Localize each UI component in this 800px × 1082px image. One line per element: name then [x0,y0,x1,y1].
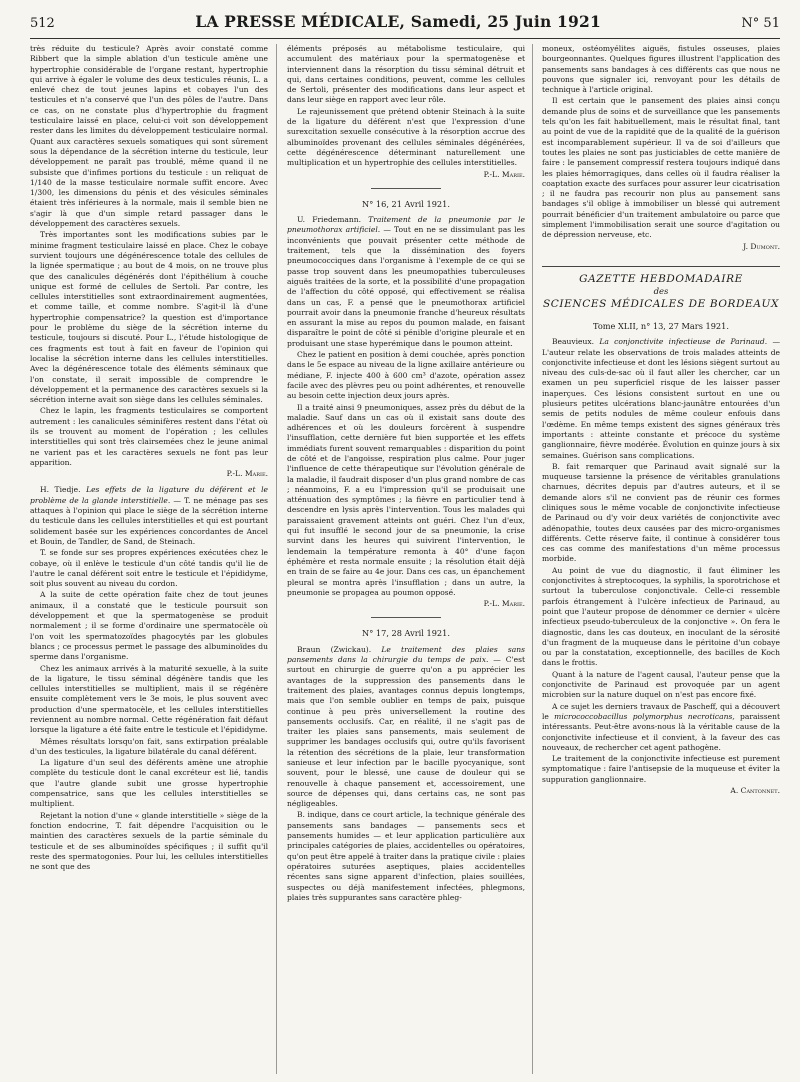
paragraph: très réduite du testicule? Après avoir constaté comme Ribbert que la simple ablation d'un testicule amène une hypertrophie considérable de l'organe restant, hypertrophie qui arrive à égaler le volume des deux testicules réunis, L. a enlevé chez de tout jeunes lapins et cobayes l'un des testicules et n'a conservé que l'un des pôles de l'autre. Dans ce cas, on ne constate plus d'hypertrophie du fragment testiculaire laissé en place, celui-ci voit son développement rester dans les limites du développement testiculaire normal. Quant aux caractères sexuels somatiques qui sont sûrement sous la dépendance de la sécrétion interne du testicule, leur développement ne paraît pas troublé, même quand il ne subsiste que d'infimes portions du testicule : un reliquat de 1/140 de la masse testiculaire normale suffit encore. Avec 1/300, les dimensions du pénis et des vésicules séminales étaient très inférieures à la normale, mais il semble bien ne s'agir là que d'un simple retard passager dans le développement des caractères sexuels. [30,44,268,229]
author-signature: J. Dumont. [743,241,780,251]
paragraph: B. fait remarquer que Parinaud avait signalé sur la muqueuse tarsienne la présence de véritables granulations charnues, décrites depuis par d'autres auteurs, et il se demande alors s'il ne convient pas de réunir ces formes cliniques sous le même vocable de conjonctivite infectieuse de Parinaud ou d'y voir deux variétés de conjonctivite avec adénopathie, toutes deux causées par des micro-organismes différents. Cette réserve faite, il continue à considérer tous ces cas comme des manifestations d'un même processus morbide. [542,461,780,564]
paragraph: Il est certain que le pansement des plaies ainsi conçu demande plus de soins et de surveillance que les pansements tels qu'on les fait habituellement, mais le résultat final, tant au point de vue de la rapidité que de la qualité de la guérison est incomparablement supérieur. Il va de soi d'ailleurs que toutes les plaies ne sont pas justiciables de cette manière de faire : le pansement compressif restera toujours indiqué dans les plaies hémorragiques, dans celles où il faudra réaliser la coaptation exacte des surfaces pour assurer leur cicatrisation ; il ne faudra pas recourir non plus au pansement sans bandages s'il oblige à immobiliser un blessé qui autrement pourrait bénéficier d'un traitement ambulatoire ou parce que simplement l'immobilisation serait une source d'agitation ou de dépression nerveuse, etc. [542,96,780,240]
column-1 [30,44,268,1074]
issue-number: N° 51 [741,16,780,31]
article-entry [30,485,268,547]
paragraph: Mêmes résultats lorsqu'on fait, sans extirpation préalable d'un des testicules, la ligature bilatérale du canal déférent. [30,736,268,756]
page-header [30,12,780,39]
column-divider [276,44,277,1074]
author-signature: A. Cantonnet. [730,786,780,795]
article-author: Beauvieux. [552,337,595,347]
paragraph: Il a traité ainsi 9 pneumoniques, assez près du début de la maladie. Sauf dans un cas où il existait sans doute des adhérences et où les douleurs forcèrent à suspendre l'insufflation, cette dernière fut bien supportée et les effets immédiats furent souvent remarquables : disparition du point de côté et de l'angoisse, respiration plus calme. Pour juger l'influence de cette thérapeutique sur l'évolution générale de la maladie, il faudrait disposer d'un plus grand nombre de cas ; néanmoins, F. a eu l'impression qu'il se produisait une atténuation des symptômes ; la fièvre en particulier tend à descendre en lysis après l'intervention. Tous les malades qui paraissaient gravement atteints ont guéri. Chez l'un d'eux, qui fut insufflé le second jour de sa pneumonie, la crise survint dans les heures qui suivirent l'intervention, le lendemain la température remonta à 40° d'une façon éphémère et resta normale ensuite ; la résolution était déjà en train de se faire au 4e jour. Dans ces cas, un épanchement pleural se montra après l'insufflation ; dans un autre, la pneumonie se propagea au poumon opposé. [287,402,525,597]
paragraph: La ligature d'un seul des déférents amène une atrophie complète du testicule dont le canal excréteur est lié, tandis que l'autre glande subit une grosse hypertrophie compensatrice, sans que les cellules interstitielles se multiplient. [30,758,268,809]
article-title: La conjonctivite infectieuse de Parinaud. [599,337,768,347]
author-signature: P.-L. Marie. [226,469,268,479]
section-divider [371,617,441,618]
article-body: — Tout en ne se dissimulant pas les inconvénients que pouvait présenter cette méthode de traitement, tels que la dissémination des foyers pneumococciques dans l'organisme à l'exemple de ce qui se passe trop souvent dans les pneumopathies tuberculeuses aiguës traitées de la sorte, et la possibilité d'une propagation de l'affection du côté opposé, qui effectivement se réalisa dans un cas, F. a pensé que le pneumothorax artificiel pourrait avoir dans la pneumonie franche d'heureux résultats en assurant la mise au repos du poumon malade, en faisant disparaître le point de côté si pénible d'origine pleurale et en produisant une stase hyperémique dans le poumon atteint. [287,225,525,348]
paragraph: Chez les animaux arrivés à la maturité sexuelle, à la suite de la ligature, le tissu séminal dégénère tandis que les cellules interstitielles se multiplient, mais il se régénère ensuite complètement vers le 3e mois, le plus souvent avec production d'une spermatocèle, et les cellules interstitielles reviennent au nombre normal. Cette régénération fait défaut lorsque la ligature a été faite entre le testicule et l'épididyme. [30,663,268,735]
paragraph: T. se fonde sur ses propres expériences exécutées chez le cobaye, où il enlève le testicule d'un côté tandis qu'il lie de l'autre le canal déférent soit entre le testicule et l'épididyme, soit plus souvent au niveau du cordon. [30,548,268,589]
paragraph: Au point de vue du diagnostic, il faut éliminer les conjonctivites à streptocoques, la syphilis, la sporotrichose et surtout la tuberculose conjonctivale. Celle-ci ressemble parfois étrangement à l'ulcère infectieux de Parinaud, au point que l'auteur propose de dénommer ce dernier « ulcère infectieux pseudo-tuberculeux de la conjonctive ». On fera le diagnostic, dans les cas douteux, en inoculant de la sérosité d'un fragment de la muqueuse dans le péritoine d'un cobaye ou par la constatation, exceptionnelle, des bacilles de Koch dans le frottis. [542,565,780,668]
issue-heading: N° 17, 28 Avril 1921. [362,628,450,639]
organism-name: micrococcobacillus polymorphus necroticans, [554,711,735,721]
article-author: H. Tiedje. [40,485,81,495]
page-number: 512 [30,16,55,31]
gazette-title-line: SCIENCES MÉDICALES DE BORDEAUX [542,297,780,310]
paragraph: B. indique, dans ce court article, la technique générale des pansements sans bandages — pansements secs et pansements humides — et leur application particulière aux principales catégories de plaies, accidentelles ou opératoires, qu'on peut être appelé à traiter dans la pratique civile : plaies opératoires suturées aseptiques, plaies accidentelles récentes sans signe apparent d'infection, plaies souillées, suspectes ou déjà manifestement infectées, phlegmons, plaies très suppurantes sans caractère phleg- [287,810,525,902]
article-title: Le traitement des plaies sans pansements dans la chirurgie du temps de paix. [287,644,525,665]
journal-title: LA PRESSE MÉDICALE, Samedi, 25 Juin 1921 [195,12,601,31]
gazette-title-line: des [653,286,669,297]
author-signature: P.-L. Marie. [483,599,525,609]
issue-heading: Tome XLII, n° 13, 27 Mars 1921. [593,320,729,331]
article-entry [287,215,525,349]
column-divider [532,44,533,1074]
article-author: Braun (Zwickau). [297,644,372,654]
column-2 [287,44,525,1074]
article-body: — C'est surtout en chirurgie de guerre qu'on a pu apprécier les avantages de la suppression des pansements dans le traitement des plaies, avantages connus depuis longtemps, mais que l'on semble oublier en temps de paix, puisque continue à peu près universellement la routine des pansements occlusifs. Car, en réalité, il ne s'agit pas de traiter les plaies sans pansements, mais seulement de supprimer les bandages occlusifs qui, outre qu'ils favorisent la rétention des sécrétions de la plaie, leur transformation sanieuse et leur infection par le bacille pyocyanique, sont souvent, pour le blessé, une cause de douleur qui se renouvelle à chaque pansement et, accessoirement, une source de dépenses qui, dans certains cas, ne sont pas négligeables. [287,655,525,809]
paragraph-text: paraissent intéressants. Peut-être avons-nous là la véritable cause de la conjonctivite infectieuse et il convient, à la faveur des cas nouveaux, de rechercher cet agent pathogène. [542,711,780,752]
article-body: — T. ne ménage pas ses attaques à l'opinion qui place le siège de la sécrétion interne du testicule dans les cellules interstitielles et qui est pourtant solidement basée sur les expériences concordantes de Ancel et Bouin, de Tandler, de Sand, de Steinach. [30,495,268,546]
article-author: U. Friedemann. [297,215,362,225]
article-body: — L'auteur relate les observations de trois malades atteints de conjonctivite infectieuse et dont les lésions siègent surtout au niveau des culs-de-sac où il faut aller les chercher, car un examen un peu superficiel risque de les laisser passer inaperçues. Ces lésions consistent surtout en une ou plusieurs petites ulcérations blanc-jaunâtre entourées d'un semis de petits nodules de même couleur enfouis dans l'œdème. En même temps existent des signes généraux très importants : atteinte constante et précoce du système ganglionnaire, fièvre modérée. Évolution en quinze jours à six semaines. Guérison sans complications. [542,337,780,460]
paragraph: éléments préposés au métabolisme testiculaire, qui accumulent des matériaux pour la spermatogenèse et interviennent dans la résorption du tissu séminal détruit et qui, dans certaines conditions, peuvent, comme les cellules de Sertoli, présenter des modifications dans leur aspect et dans leur siège en rapport avec leur rôle. [287,44,525,105]
paragraph: A la suite de cette opération faite chez de tout jeunes animaux, il a constaté que le testicule poursuit son développement et que la spermatogenèse se produit normalement ; il se forme d'ordinaire une spermatocèle où l'on voit les spermatozoïdes phagocytés par les globules blancs ; ce processus permet le passage des albuminoïdes du sperme dans l'organisme. [30,590,268,662]
paragraph-text: A ce sujet les derniers travaux de Pascheff, qui a découvert le [542,701,780,721]
paragraph [542,702,780,753]
paragraph: Chez le lapin, les fragments testiculaires se comportent autrement : les canalicules séminifères restent dans l'état où ils se trouvent au moment de l'opération ; les cellules interstitielles qui sont très clairsemées chez le jeune animal ne varient pas et les caractères sexuels ne font pas leur apparition. [30,406,268,467]
article-title: Traitement de la pneumonie par le pneumothorax artificiel. [287,215,525,235]
paragraph: Le traitement de la conjonctivite infectieuse est purement symptomatique : faire l'antisepsie de la muqueuse et éviter la suppuration ganglionnaire. [542,754,780,784]
paragraph: Chez le patient en position à demi couchée, après ponction dans le 5e espace au niveau de la ligne axillaire antérieure ou médiane, F. injecte 400 à 600 cm³ d'azote, opération assez facile avec des plèvres peu ou point adhérentes, et renouvelle au besoin cette injection deux jours après. [287,350,525,401]
issue-heading: N° 16, 21 Avril 1921. [362,198,450,209]
paragraph: Rejetant la notion d'une « glande interstitielle » siège de la fonction endocrine, T. fait dépendre l'acquisition ou le maintien des caractères sexuels de la partie séminale du testicule et de ses albuminoïdes spécifiques ; il suffit qu'il reste des spermatogonies. Pour lui, les cellules interstitielles ne sont que des [30,810,268,872]
article-title: Les effets de la ligature du déférent et le problème de la glande interstitielle. [30,485,268,505]
section-divider [542,266,780,267]
paragraph: moneux, ostéomyélites aiguës, fistules osseuses, plaies bourgeonnantes. Quelques figures illustrent l'application des pansements sans bandages à ces différents cas que nous ne pouvons que signaler ici, renvoyant pour les détails de technique à l'article original. [542,44,780,95]
gazette-title-line: GAZETTE HEBDOMADAIRE [579,272,743,285]
section-divider [371,188,441,189]
column-3 [542,44,780,1074]
paragraph: Le rajeunissement que prétend obtenir Steinach à la suite de la ligature du déférent n'est que l'expression d'une surexcitation sexuelle consécutive à la résorption accrue des albuminoïdes provenant des cellules séminales dégénérées, cette dégénérescence déterminant naturellement une multiplication et un hypertrophie des cellules interstitielles. [287,106,525,168]
paragraph: Quant à la nature de l'agent causal, l'auteur pense que la conjonctivite de Parinaud est provoquée par un agent microbien sur la nature duquel on n'est pas encore fixé. [542,669,780,700]
author-signature: P.-L. Marie. [483,169,525,179]
article-entry [542,337,780,461]
journal-section-heading [542,266,780,311]
paragraph: Très importantes sont les modifications subies par le minime fragment testiculaire laissé en place. Chez le cobaye survient toujours une dégénérescence totale des cellules de la lignée spermatique ; au bout de 4 mois, on ne trouve plus que des canalicules dégénérés dont l'épithélium à couche unique est formé de cellules de Sertoli. Par contre, les cellules interstitielles sont extraordinairement augmentées, et comme taille, et comme nombre. S'agit-il là d'une hypertrophie compensatrice? la question est d'importance pour le problème du siège de la sécrétion interne du testicule, toujours si discuté. Pour L., l'étude histologique de ces fragments est tout à fait en faveur de l'opinion qui localise la sécrétion interne dans les cellules interstitielles. Avec la dégénérescence totale des éléments séminaux que l'on constate, il serait impossible de comprendre le développement et la permanence des caractères sexuels si la sécrétion interne avait son siège dans les cellules séminales. [30,230,268,405]
article-entry [287,645,525,810]
